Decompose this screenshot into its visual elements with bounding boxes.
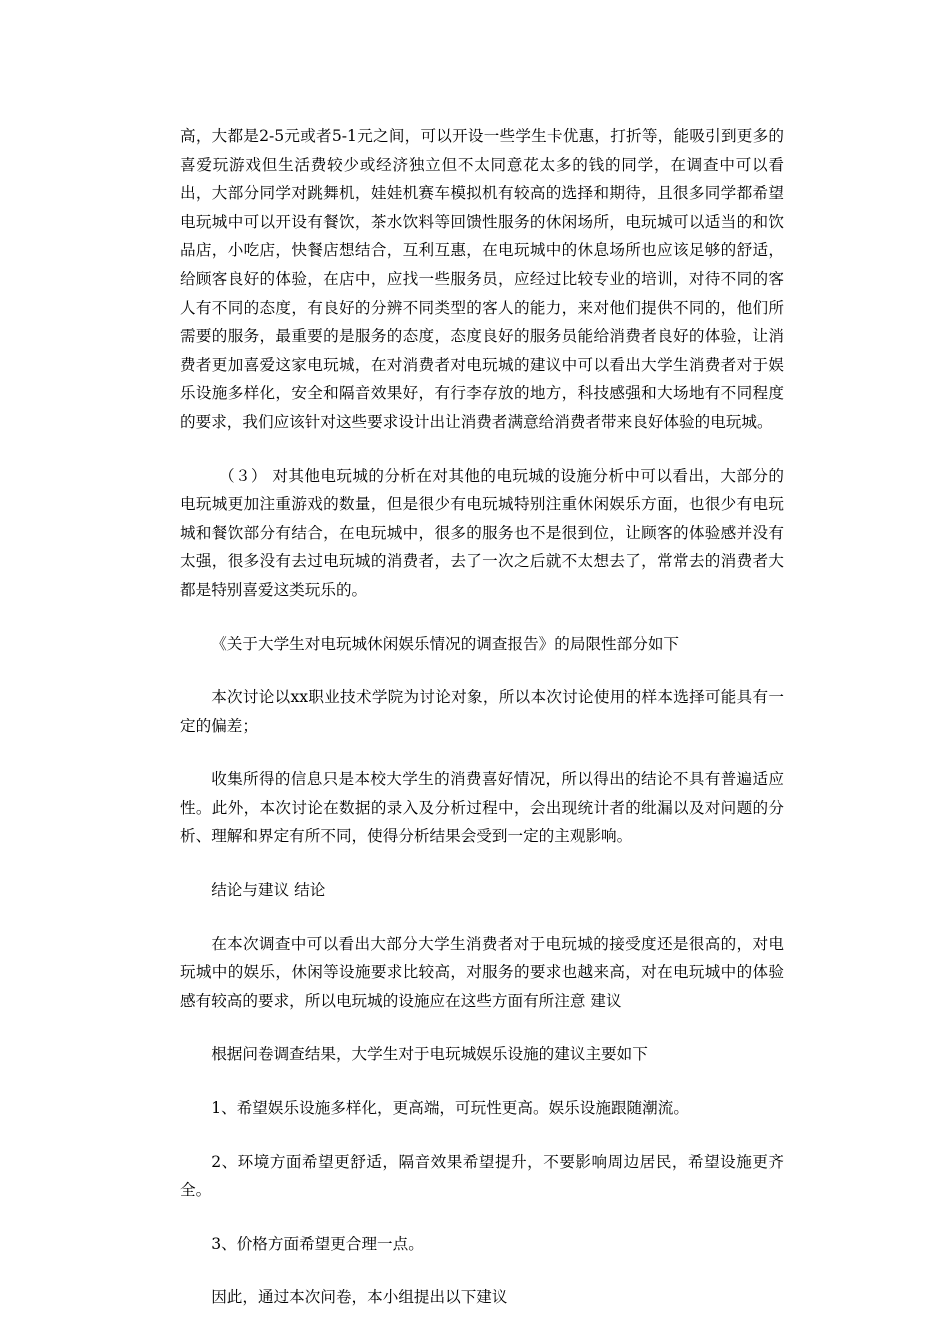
- paragraph-data-limitations: 收集所得的信息只是本校大学生的消费喜好情况，所以得出的结论不具有普遍适应性。此外，本次讨论在数据的录入及分析过程中，会出现统计者的纰漏以及对问题的分析、理解和界定有所不同，使得分析结果会受到一定的主观影响。: [180, 770, 784, 846]
- paragraph-sample-bias: 本次讨论以xx职业技术学院为讨论对象，所以本次讨论使用的样本选择可能具有一定的偏差；: [180, 688, 784, 735]
- document-body: [180, 122, 784, 1312]
- paragraph-suggestions-intro: 根据问卷调查结果，大学生对于电玩城娱乐设施的建议主要如下: [211, 1045, 648, 1064]
- list-item-suggestion-2: 2、环境方面希望更舒适，隔音效果希望提升，不要影响周边居民，希望设施更齐全。: [180, 1152, 784, 1200]
- paragraph-continuation: 高，大都是2-5元或者5-1元之间，可以开设一些学生卡优惠，打折等，能吸引到更多的喜爱玩游戏但生活费较少或经济独立但不太同意花太多的钱的同学，在调查中可以看出，大部分同学对跳舞机，娃娃机赛车模拟机有较高的选择和期待，且很多同学都希望电玩城中可以开设有餐饮，茶水饮料等回馈性服务的休闲场所，电玩城可以适当的和饮品店，小吃店，快餐店想结合，互利互惠，在电玩城中的休息场所也应该足够的舒适，给顾客良好的体验，在店中，应找一些服务员，应经过比较专业的培训，对待不同的客人有不同的态度，有良好的分辨不同类型的客人的能力，来对他们提供不同的，他们所需要的服务，最重要的是服务的态度，态度良好的服务员能给消费者良好的体验，让消费者更加喜爱这家电玩城，在对消费者对电玩城的建议中可以看出大学生消费者对于娱乐设施多样化，安全和隔音效果好，有行李存放的地方，科技感强和大场地有不同程度的要求，我们应该针对这些要求设计出让消费者满意给消费者带来良好体验的电玩城。: [180, 127, 784, 431]
- paragraph-proposal-intro: 因此，通过本次问卷，本小组提出以下建议: [211, 1288, 508, 1307]
- paragraph-limitations-heading: 《关于大学生对电玩城休闲娱乐情况的调查报告》的局限性部分如下: [211, 634, 680, 653]
- paragraph-conclusion: 在本次调查中可以看出大部分大学生消费者对于电玩城的接受度还是很高的，对电玩城中的娱乐，休闲等设施要求比较高，对服务的要求也越来高，对在电玩城中的体验感有较高的要求，所以电玩城的设施应在这些方面有所注意 建议: [180, 934, 784, 1010]
- list-item-suggestion-3: 3、价格方面希望更合理一点。: [211, 1234, 424, 1253]
- list-item-suggestion-1: 1、希望娱乐设施多样化，更高端，可玩性更高。娱乐设施跟随潮流。: [211, 1099, 689, 1118]
- paragraph-section-3: （３） 对其他电玩城的分析在对其他的电玩城的设施分析中可以看出，大部分的电玩城更加注重游戏的数量，但是很少有电玩城特别注重休闲娱乐方面，也很少有电玩城和餐饮部分有结合，在电玩城中，很多的服务也不是很到位，让顾客的体验感并没有太强，很多没有去过电玩城的消费者，去了一次之后就不太想去了，常常去的消费者大都是特别喜爱这类玩乐的。: [180, 466, 784, 599]
- section-heading-conclusion: 结论与建议 结论: [211, 881, 326, 900]
